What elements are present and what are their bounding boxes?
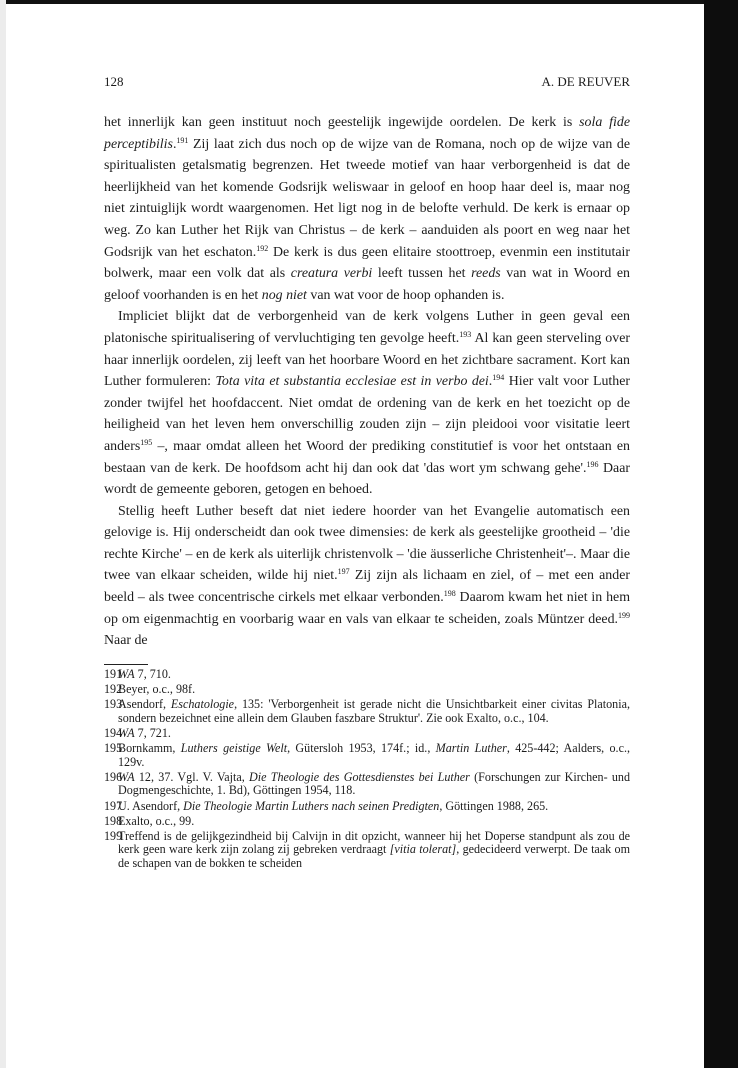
- footnote-ref: 193: [459, 329, 472, 339]
- italic-text: [vitia tolerat]: [389, 842, 457, 857]
- footnote-number: 197: [104, 798, 123, 813]
- text-run: van wat in Woord en geloof voorhanden is en het: [104, 266, 630, 303]
- footnote-text: [118, 771, 630, 798]
- italic-text: Tota vita et substantia ecclesiae est in verbo dei: [215, 374, 489, 390]
- footnote-ref: 191: [176, 135, 189, 145]
- paragraph-1: [104, 112, 630, 306]
- book-page: [104, 74, 630, 872]
- footnote: [104, 830, 630, 870]
- footnote-text: [118, 742, 630, 769]
- text-run: Hier valt voor Luther zonder twijfel het hoofdaccent. Niet omdat de ordening van de kerk en het toezicht op de heiligheid van het leven hem onverschillig zouden zijn – zijn pleidooi voor visitatie leert anders: [104, 374, 630, 454]
- text-run: leeft tussen het: [372, 266, 472, 282]
- text-run: , Gütersloh 1953, 174f.; id.,: [287, 741, 436, 756]
- text-run: 7, 721.: [134, 726, 171, 741]
- footnote-number: 196: [104, 769, 123, 784]
- footnote-ref: 196: [586, 459, 599, 469]
- italic-text: nog niet: [261, 287, 307, 303]
- footnote-text: [118, 815, 630, 828]
- italic-text: Luthers geistige Welt: [180, 741, 288, 756]
- page-number: 128: [104, 74, 124, 89]
- footnote-text: [118, 727, 630, 740]
- text-run: van wat voor de hoop ophanden is.: [306, 287, 505, 303]
- footnote-text: [118, 668, 630, 681]
- footnote: [104, 698, 630, 725]
- footnote-ref: 197: [337, 567, 350, 577]
- footnote-rule: [104, 664, 148, 665]
- footnote-ref: 192: [256, 243, 269, 253]
- text-run: Asendorf,: [118, 697, 171, 712]
- text-run: U. Asendorf,: [118, 798, 184, 813]
- footnote-text: [118, 800, 630, 813]
- text-run: Al kan geen sterveling over haar innerlijk oordelen, zij leeft van het hoorbare Woord en het zichtbare sacrament. Kort kan Luther formuleren:: [104, 330, 630, 390]
- italic-text: sola fide perceptibilis: [104, 115, 630, 152]
- footnote: [104, 800, 630, 813]
- text-run: 12, 37. Vgl. V. Vajta,: [134, 769, 250, 784]
- footnote: [104, 668, 630, 681]
- text-run: .: [488, 374, 493, 390]
- text-run: , gedecideerd verwerpt. De taak om de schapen van de bokken te scheiden: [118, 842, 631, 870]
- italic-text: Die Theologie Martin Luthers nach seinen Predigten: [183, 798, 440, 813]
- text-run: Treffend is de gelijkgezindheid bij Calvijn in dit opzicht, wanneer hij het Doperse standpunt als zou de kerk geen ware kerk zijn zolang zij gebreken verdraagt: [118, 829, 630, 857]
- paragraph-3: [104, 501, 630, 652]
- italic-text: Die Theologie des Gottesdienstes bei Luther: [249, 769, 470, 784]
- footnotes: [104, 668, 630, 870]
- footnote-ref: 195: [140, 437, 153, 447]
- text-run: Zij zijn als lichaam en ziel, of – met een ander beeld – als twee concentrische cirkels met elkaar verbonden.: [104, 568, 630, 606]
- italic-text: WA: [118, 726, 135, 741]
- footnote-number: 194: [104, 726, 123, 741]
- footnote-number: 198: [104, 813, 123, 828]
- text-run: Zij laat zich dus noch op de wijze van de Romana, noch op de wijze van de spiritualisten getalsmatig begrenzen. Het tweede motief van haar verborgenheid is dat de heerlijkheid van het komende Godsrijk weliswaar in geloof en hoop haar deel is, maar nog niet zintuiglijk wordt waargenomen. Het ligt nog in de belofte verhuld. De kerk is ernaar op weg. Zo kan Luther het Rijk van Christus – de kerk – aanduiden als poort en weg naar het Godsrijk van het eschaton.: [104, 136, 630, 260]
- footnote-text: [118, 830, 630, 870]
- italic-text: Martin Luther: [435, 741, 507, 756]
- footnote-ref: 199: [618, 610, 630, 620]
- scan-right-edge: [704, 0, 738, 1068]
- scan-top-edge: [0, 0, 738, 4]
- text-run: Exalto, o.c., 99.: [118, 813, 195, 828]
- text-run: het innerlijk kan geen instituut noch geestelijk ingewijde oordelen. De kerk is: [104, 115, 580, 130]
- text-run: Bornkamm,: [118, 741, 181, 756]
- footnote-text: [118, 698, 630, 725]
- text-run: 7, 710.: [134, 666, 171, 681]
- text-run: –, maar omdat alleen het Woord der prediking constitutief is voor het ontstaan en bestaan van de kerk. De hoofdsom acht hij dan ook dat 'das wort ym schwang gehe'.: [104, 438, 630, 476]
- italic-text: WA: [118, 666, 135, 681]
- footnote-number: 191: [104, 666, 123, 681]
- footnote: [104, 742, 630, 769]
- body-text: [104, 112, 630, 652]
- text-run: .: [172, 136, 177, 152]
- text-run: (Forschungen zur Kirchen- und Dogmengeschichte, 1. Bd), Göttingen 1954, 118.: [118, 769, 630, 798]
- text-run: De kerk is dus geen elitaire stoottroep, evenmin een institutair bolwerk, maar een volk dat als: [104, 244, 630, 282]
- footnote-number: 199: [104, 829, 123, 844]
- text-run: , 425-442; Aalders, o.c., 129v.: [118, 741, 630, 769]
- text-run: Impliciet blijkt dat de verborgenheid van de kerk volgens Luther in geen geval een platonische spiritualisering of vervluchtiging ten gevolge heeft.: [104, 309, 630, 346]
- running-title: A. DE REUVER: [541, 74, 630, 89]
- italic-text: reeds: [471, 266, 501, 282]
- text-run: Beyer, o.c., 98f.: [118, 682, 196, 697]
- footnote: [104, 727, 630, 740]
- text-run: Daar wordt de gemeente geboren, getogen en behoed.: [104, 460, 630, 498]
- italic-text: Eschatologie: [170, 697, 235, 712]
- paragraph-2: [104, 306, 630, 500]
- footnote-number: 195: [104, 741, 123, 756]
- footnote-number: 193: [104, 697, 123, 712]
- footnote-ref: 198: [443, 589, 456, 599]
- text-run: Daarom kwam het niet in hem op om eigenmachtig en voorbarig waar en vals van elkaar te scheiden, zoals Müntzer deed.: [104, 590, 630, 627]
- scan-left-edge: [0, 0, 6, 1068]
- footnote-number: 192: [104, 682, 123, 697]
- footnote: [104, 771, 630, 798]
- running-head: [104, 74, 630, 94]
- footnote-text: [118, 683, 630, 696]
- italic-text: creatura verbi: [290, 266, 373, 282]
- text-run: Stellig heeft Luther beseft dat niet iedere hoorder van het Evangelie automatisch een gelovige is. Hij onderscheidt dan ook twee dimensies: de kerk als geestelijke grootheid – 'die rechte Kirche' – en de kerk als uiterlijk christenvolk – 'die äusserliche Christenheit'–. Maar die twee van elkaar scheiden, wilde hij niet.: [104, 503, 630, 584]
- footnote: [104, 815, 630, 828]
- footnote-ref: 194: [492, 373, 505, 383]
- italic-text: WA: [118, 769, 135, 784]
- footnote: [104, 683, 630, 696]
- text-run: Naar de: [104, 633, 148, 649]
- text-run: , 135: 'Verborgenheit ist gerade nicht die Unsichtbarkeit einer civitas Platonia, sondern bezeichnet eine allein dem Glauben faszbare Struktur'. Zie ook Exalto, o.c., 104.: [118, 697, 630, 725]
- text-run: , Göttingen 1988, 265.: [439, 798, 549, 813]
